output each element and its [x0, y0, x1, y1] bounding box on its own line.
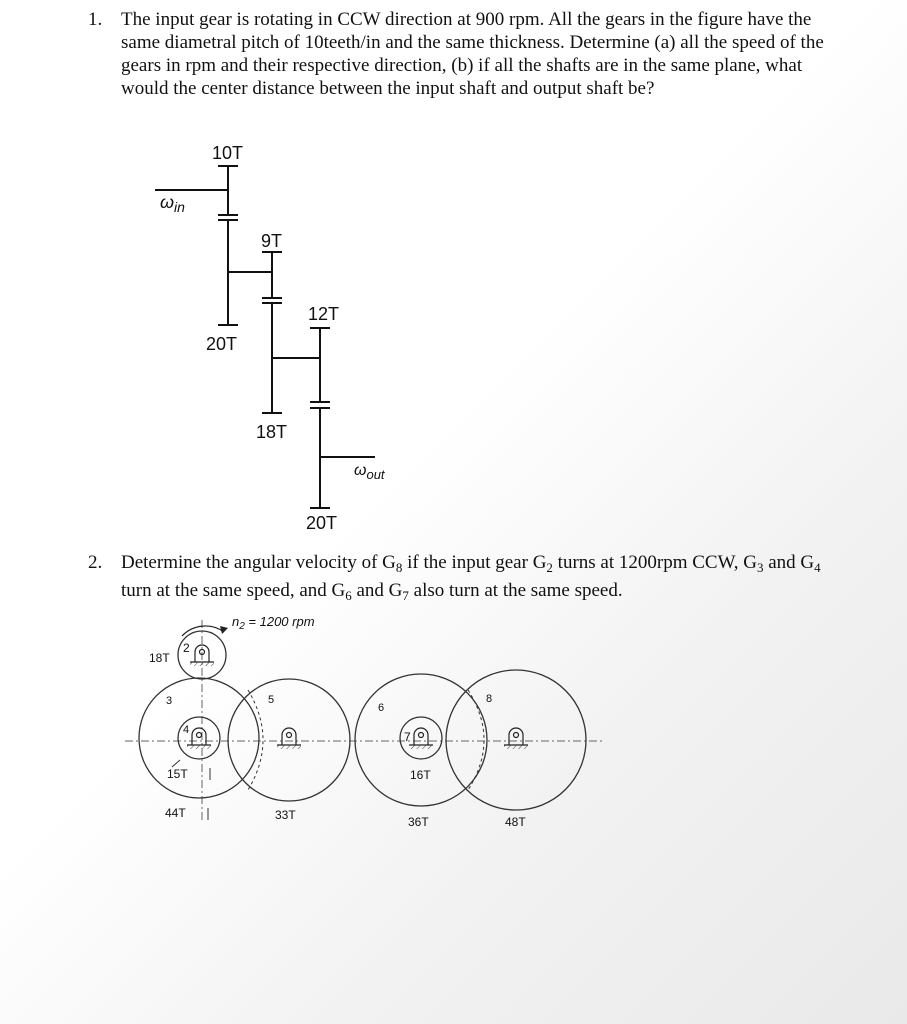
gear-5-circle: [228, 679, 350, 801]
gear-36t-label: 36T: [408, 815, 429, 829]
mesh-arc-8: [468, 690, 484, 790]
problem-1-number: 1.: [88, 9, 103, 30]
bearing-3: [187, 728, 211, 749]
gear-44t-label: 44T: [165, 806, 186, 820]
gear-48t-label: 48T: [505, 815, 526, 829]
gear-18t-label: 18T: [256, 422, 288, 442]
gear-8-number: 8: [486, 693, 493, 705]
gear-15t-label: 15T: [167, 767, 188, 781]
bearing-5: [277, 728, 301, 749]
problem-2-number: 2.: [88, 552, 103, 573]
problem-2-text: Determine the angular velocity of $G_8$ if the input gear $G_2$ turns at 1200rpm CCW, $G_3$ and $G_4$ turn at the same speed, and $G_6$ and $G_7$ also turn at the same speed.: [121, 552, 821, 603]
gear-4-number: 4: [183, 724, 190, 736]
problem-1-text: The input gear is rotating in CCW direction at 900 rpm. All the gears in the figure have the same diametral pitch of 10teeth/in and the same thickness. Determine (a) all the speed of the gears in rpm and their respective direction, (b) if all the shafts are in the same plane, what would the center distance between the input shaft and output shaft be?: [121, 9, 824, 99]
gear-33t-label: 33T: [275, 808, 296, 822]
gear-2-number: 2: [183, 641, 190, 655]
gear-10t-label: 10T: [212, 143, 244, 163]
gear-6-number: 6: [378, 702, 385, 714]
gear-7-number: 7: [404, 730, 411, 744]
gear-8-circle: [446, 670, 586, 810]
bearing-7: [409, 728, 433, 749]
gear-9t-label: 9T: [261, 231, 283, 251]
gear-16t-label: 16T: [410, 768, 431, 782]
speed-label: $n_2 = 1200$ rpm: [232, 614, 315, 632]
gear-12t-label: 12T: [308, 304, 340, 324]
omega-in-label: $\omega_{in}$: [160, 192, 185, 215]
gear-20t-lower-label: 20T: [306, 513, 338, 533]
mesh-arc-5: [248, 690, 263, 790]
gear-20t-label: 20T: [206, 334, 238, 354]
bearing-supports: [187, 645, 528, 749]
gear-6-circle: [355, 674, 487, 806]
omega-out-label: $\omega_{out}$: [354, 462, 385, 482]
bearing-8: [504, 728, 528, 749]
gear-18t-label: 18T: [149, 651, 170, 665]
gear-5-number: 5: [268, 694, 275, 706]
gear-3-number: 3: [166, 695, 173, 707]
rotation-arrowhead: [220, 626, 228, 634]
